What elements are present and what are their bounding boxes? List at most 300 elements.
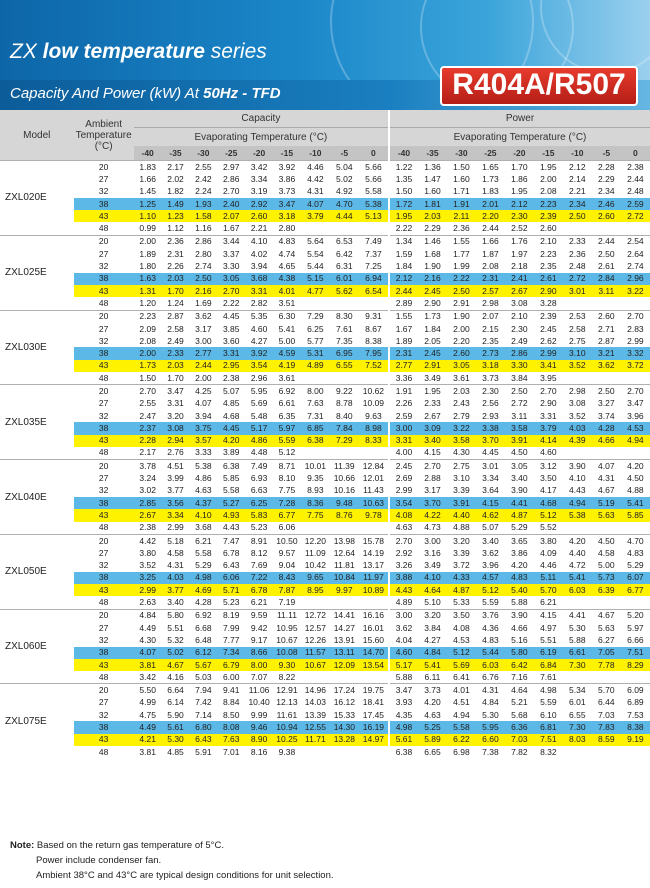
power-cell: 7.83 bbox=[592, 721, 621, 733]
ambient-temp-cell: 38 bbox=[74, 198, 134, 210]
capacity-cell: 4.38 bbox=[273, 273, 301, 285]
capacity-cell: 3.02 bbox=[134, 485, 162, 497]
power-cell: 2.31 bbox=[476, 273, 505, 285]
capacity-cell: 2.17 bbox=[134, 447, 162, 460]
capacity-cell: 1.82 bbox=[162, 186, 190, 198]
power-cell: 2.67 bbox=[505, 285, 534, 297]
column-header-capacity: Capacity bbox=[134, 110, 389, 128]
capacity-cell: 0.99 bbox=[134, 222, 162, 235]
power-cell: 4.84 bbox=[476, 697, 505, 709]
capacity-cell: 1.16 bbox=[189, 222, 217, 235]
capacity-cell: 3.05 bbox=[217, 273, 245, 285]
power-cell: 5.12 bbox=[447, 647, 476, 659]
capacity-cell: 2.80 bbox=[189, 248, 217, 260]
ambient-temp-cell: 20 bbox=[74, 310, 134, 323]
table-row bbox=[0, 198, 650, 210]
capacity-cell: 8.91 bbox=[245, 534, 273, 547]
power-cell: 7.61 bbox=[534, 671, 563, 684]
capacity-cell: 2.28 bbox=[134, 435, 162, 447]
capacity-cell: 13.91 bbox=[330, 634, 359, 646]
note-line-1: Based on the return gas temperature of 5°C. bbox=[34, 840, 224, 851]
power-cell: 2.31 bbox=[389, 347, 418, 359]
capacity-cell bbox=[301, 447, 330, 460]
capacity-cell: 1.23 bbox=[162, 210, 190, 222]
capacity-cell: 2.77 bbox=[189, 347, 217, 359]
capacity-cell: 9.35 bbox=[301, 472, 330, 484]
power-cell: 2.22 bbox=[447, 273, 476, 285]
power-evap-temp: 0 bbox=[621, 146, 650, 161]
power-cell: 3.21 bbox=[592, 347, 621, 359]
power-cell: 7.53 bbox=[621, 709, 650, 721]
power-cell: 2.00 bbox=[447, 323, 476, 335]
power-cell: 3.28 bbox=[534, 297, 563, 310]
power-cell: 2.90 bbox=[534, 285, 563, 297]
capacity-cell: 13.39 bbox=[301, 709, 330, 721]
power-cell: 2.45 bbox=[534, 323, 563, 335]
power-cell: 1.60 bbox=[418, 186, 447, 198]
capacity-cell: 5.18 bbox=[162, 534, 190, 547]
capacity-cell: 9.78 bbox=[359, 509, 389, 521]
power-evap-temp: -40 bbox=[389, 146, 418, 161]
capacity-cell: 6.43 bbox=[189, 734, 217, 746]
power-cell: 2.87 bbox=[592, 335, 621, 347]
table-row bbox=[0, 472, 650, 484]
power-cell: 4.68 bbox=[534, 497, 563, 509]
table-row bbox=[0, 584, 650, 596]
power-cell: 5.88 bbox=[563, 634, 592, 646]
power-cell: 5.12 bbox=[476, 584, 505, 596]
capacity-cell: 7.07 bbox=[245, 671, 273, 684]
power-cell: 2.53 bbox=[563, 310, 592, 323]
power-cell: 4.43 bbox=[389, 584, 418, 596]
capacity-cell: 11.57 bbox=[301, 647, 330, 659]
capacity-cell: 1.10 bbox=[134, 210, 162, 222]
power-cell: 5.19 bbox=[592, 497, 621, 509]
capacity-cell: 8.38 bbox=[359, 335, 389, 347]
capacity-cell: 4.27 bbox=[245, 335, 273, 347]
table-row bbox=[0, 385, 650, 398]
ambient-temp-cell: 43 bbox=[74, 285, 134, 297]
power-cell: 5.88 bbox=[505, 596, 534, 609]
power-cell: 3.80 bbox=[534, 534, 563, 547]
table-row bbox=[0, 622, 650, 634]
capacity-cell: 5.69 bbox=[245, 398, 273, 410]
power-cell: 2.48 bbox=[563, 260, 592, 272]
capacity-cell: 7.49 bbox=[245, 460, 273, 473]
capacity-cell: 5.71 bbox=[217, 584, 245, 596]
power-cell: 5.61 bbox=[389, 734, 418, 746]
power-cell: 1.77 bbox=[447, 248, 476, 260]
capacity-cell: 9.04 bbox=[273, 560, 301, 572]
power-cell: 3.05 bbox=[447, 360, 476, 372]
capacity-cell: 7.61 bbox=[330, 323, 359, 335]
power-cell: 2.16 bbox=[418, 273, 447, 285]
capacity-cell: 4.46 bbox=[301, 161, 330, 174]
capacity-cell: 2.86 bbox=[217, 173, 245, 185]
power-cell: 9.19 bbox=[621, 734, 650, 746]
power-cell: 4.50 bbox=[621, 472, 650, 484]
capacity-cell: 9.38 bbox=[273, 746, 301, 758]
capacity-cell: 2.00 bbox=[189, 372, 217, 385]
capacity-cell: 14.97 bbox=[359, 734, 389, 746]
power-cell: 2.15 bbox=[476, 323, 505, 335]
power-cell: 2.75 bbox=[563, 335, 592, 347]
power-cell: 6.66 bbox=[621, 634, 650, 646]
power-cell: 4.57 bbox=[476, 572, 505, 584]
power-cell: 3.50 bbox=[534, 472, 563, 484]
capacity-cell: 5.31 bbox=[301, 347, 330, 359]
capacity-cell: 7.63 bbox=[217, 734, 245, 746]
capacity-cell: 2.07 bbox=[217, 210, 245, 222]
power-cell: 1.95 bbox=[534, 161, 563, 174]
power-evap-temp: -5 bbox=[592, 146, 621, 161]
power-cell: 2.30 bbox=[505, 210, 534, 222]
capacity-cell bbox=[359, 596, 389, 609]
power-cell: 2.50 bbox=[592, 248, 621, 260]
power-cell: 2.39 bbox=[534, 310, 563, 323]
capacity-cell: 4.16 bbox=[162, 671, 190, 684]
power-cell: 2.35 bbox=[534, 260, 563, 272]
capacity-cell: 14.41 bbox=[330, 609, 359, 622]
capacity-cell: 8.98 bbox=[359, 422, 389, 434]
power-cell: 4.66 bbox=[505, 622, 534, 634]
capacity-cell: 3.08 bbox=[162, 422, 190, 434]
capacity-cell: 12.91 bbox=[273, 684, 301, 697]
capacity-cell: 3.25 bbox=[134, 572, 162, 584]
power-cell: 3.73 bbox=[418, 684, 447, 697]
capacity-cell: 17.24 bbox=[330, 684, 359, 697]
power-cell: 5.88 bbox=[389, 671, 418, 684]
power-cell: 1.97 bbox=[505, 248, 534, 260]
power-cell: 1.87 bbox=[476, 248, 505, 260]
capacity-cell: 6.21 bbox=[245, 596, 273, 609]
capacity-cell: 6.64 bbox=[162, 684, 190, 697]
power-cell: 4.98 bbox=[389, 721, 418, 733]
power-cell: 3.09 bbox=[418, 422, 447, 434]
power-cell: 4.83 bbox=[505, 572, 534, 584]
ambient-temp-cell: 20 bbox=[74, 534, 134, 547]
power-cell: 6.19 bbox=[534, 647, 563, 659]
power-cell: 5.29 bbox=[505, 522, 534, 535]
capacity-cell: 14.30 bbox=[330, 721, 359, 733]
capacity-cell: 2.82 bbox=[245, 297, 273, 310]
power-cell: 5.41 bbox=[418, 659, 447, 671]
power-cell: 4.08 bbox=[447, 622, 476, 634]
power-cell: 4.39 bbox=[563, 435, 592, 447]
power-cell bbox=[621, 222, 650, 235]
power-cell: 2.60 bbox=[534, 222, 563, 235]
power-cell: 4.87 bbox=[447, 584, 476, 596]
capacity-cell: 1.89 bbox=[134, 248, 162, 260]
power-cell: 2.72 bbox=[563, 273, 592, 285]
power-cell: 4.53 bbox=[447, 634, 476, 646]
capacity-cell: 8.22 bbox=[273, 671, 301, 684]
capacity-cell: 8.67 bbox=[359, 323, 389, 335]
capacity-cell: 4.25 bbox=[189, 385, 217, 398]
power-cell: 3.61 bbox=[447, 372, 476, 385]
capacity-cell: 2.96 bbox=[245, 372, 273, 385]
capacity-cell: 7.69 bbox=[245, 560, 273, 572]
power-cell: 3.01 bbox=[563, 285, 592, 297]
power-cell: 7.51 bbox=[534, 734, 563, 746]
ambient-temp-cell: 27 bbox=[74, 697, 134, 709]
power-cell: 3.31 bbox=[534, 410, 563, 422]
capacity-cell: 9.42 bbox=[245, 622, 273, 634]
table-row bbox=[0, 435, 650, 447]
capacity-cell: 6.78 bbox=[245, 584, 273, 596]
capacity-cell bbox=[330, 222, 359, 235]
capacity-cell: 10.66 bbox=[330, 472, 359, 484]
ambient-temp-cell: 27 bbox=[74, 622, 134, 634]
capacity-cell: 9.30 bbox=[273, 659, 301, 671]
capacity-cell: 9.48 bbox=[330, 497, 359, 509]
power-cell: 6.98 bbox=[447, 746, 476, 758]
model-name: ZXL060E bbox=[0, 609, 74, 684]
power-cell: 4.63 bbox=[418, 709, 447, 721]
capacity-cell: 8.50 bbox=[217, 709, 245, 721]
power-cell: 1.47 bbox=[418, 173, 447, 185]
power-cell: 3.20 bbox=[447, 534, 476, 547]
ambient-temp-cell: 38 bbox=[74, 422, 134, 434]
power-cell: 4.08 bbox=[389, 509, 418, 521]
capacity-cell: 5.12 bbox=[273, 447, 301, 460]
table-row bbox=[0, 260, 650, 272]
ambient-temp-cell: 32 bbox=[74, 709, 134, 721]
power-cell: 2.22 bbox=[389, 222, 418, 235]
power-cell: 4.60 bbox=[534, 447, 563, 460]
capacity-cell: 3.56 bbox=[162, 497, 190, 509]
capacity-cell bbox=[359, 522, 389, 535]
power-cell: 4.50 bbox=[592, 534, 621, 547]
capacity-cell: 6.79 bbox=[217, 659, 245, 671]
capacity-cell: 3.75 bbox=[189, 422, 217, 434]
capacity-cell: 17.45 bbox=[359, 709, 389, 721]
capacity-cell: 13.98 bbox=[330, 534, 359, 547]
capacity-cell: 4.86 bbox=[245, 435, 273, 447]
capacity-cell: 3.77 bbox=[162, 485, 190, 497]
capacity-cell: 7.34 bbox=[217, 647, 245, 659]
capacity-cell: 3.51 bbox=[273, 297, 301, 310]
capacity-cell: 6.61 bbox=[273, 398, 301, 410]
ambient-temp-cell: 43 bbox=[74, 659, 134, 671]
power-cell: 1.81 bbox=[418, 198, 447, 210]
table-row bbox=[0, 347, 650, 359]
power-cell: 4.35 bbox=[389, 709, 418, 721]
capacity-cell: 4.74 bbox=[273, 248, 301, 260]
table-row bbox=[0, 273, 650, 285]
capacity-cell: 6.53 bbox=[330, 235, 359, 248]
capacity-cell: 2.00 bbox=[134, 347, 162, 359]
power-cell: 6.07 bbox=[621, 572, 650, 584]
power-cell: 1.91 bbox=[447, 198, 476, 210]
table-row bbox=[0, 721, 650, 733]
power-cell: 4.20 bbox=[621, 460, 650, 473]
power-cell: 1.55 bbox=[389, 310, 418, 323]
power-cell: 2.57 bbox=[476, 285, 505, 297]
capacity-cell: 2.02 bbox=[162, 173, 190, 185]
capacity-cell: 10.42 bbox=[301, 560, 330, 572]
power-cell: 3.10 bbox=[447, 472, 476, 484]
ambient-temp-cell: 48 bbox=[74, 222, 134, 235]
table-row bbox=[0, 734, 650, 746]
power-cell: 2.11 bbox=[447, 210, 476, 222]
power-cell bbox=[563, 222, 592, 235]
capacity-cell: 7.29 bbox=[330, 435, 359, 447]
capacity-cell: 3.54 bbox=[245, 360, 273, 372]
power-cell: 2.12 bbox=[563, 161, 592, 174]
capacity-cell bbox=[359, 222, 389, 235]
capacity-cell: 8.84 bbox=[217, 697, 245, 709]
column-header-model: Model bbox=[0, 110, 74, 161]
capacity-cell: 5.02 bbox=[330, 173, 359, 185]
power-cell: 3.00 bbox=[418, 534, 447, 547]
capacity-cell: 10.40 bbox=[245, 697, 273, 709]
capacity-cell bbox=[301, 297, 330, 310]
capacity-cell: 2.60 bbox=[245, 210, 273, 222]
capacity-cell: 11.06 bbox=[245, 684, 273, 697]
power-cell: 4.04 bbox=[389, 634, 418, 646]
capacity-cell bbox=[301, 596, 330, 609]
power-cell: 4.60 bbox=[389, 647, 418, 659]
power-cell: 2.98 bbox=[476, 297, 505, 310]
capacity-evap-temp: -20 bbox=[245, 146, 273, 161]
power-cell: 6.41 bbox=[447, 671, 476, 684]
capacity-cell: 3.24 bbox=[134, 472, 162, 484]
power-cell: 2.77 bbox=[389, 360, 418, 372]
power-cell: 1.50 bbox=[447, 161, 476, 174]
model-name: ZXL040E bbox=[0, 460, 74, 535]
power-cell: 2.18 bbox=[505, 260, 534, 272]
capacity-cell: 10.09 bbox=[359, 398, 389, 410]
capacity-cell: 2.58 bbox=[162, 323, 190, 335]
capacity-cell: 5.23 bbox=[217, 596, 245, 609]
capacity-cell: 4.67 bbox=[162, 659, 190, 671]
ambient-temp-cell: 32 bbox=[74, 186, 134, 198]
power-cell: 2.30 bbox=[505, 323, 534, 335]
power-cell: 4.31 bbox=[592, 472, 621, 484]
capacity-cell: 2.17 bbox=[162, 161, 190, 174]
power-cell: 2.38 bbox=[621, 161, 650, 174]
capacity-cell: 10.50 bbox=[273, 534, 301, 547]
capacity-cell: 5.23 bbox=[245, 522, 273, 535]
capacity-cell: 4.65 bbox=[273, 260, 301, 272]
table-row bbox=[0, 634, 650, 646]
capacity-cell: 3.68 bbox=[245, 273, 273, 285]
ambient-temp-cell: 43 bbox=[74, 509, 134, 521]
ambient-temp-cell: 27 bbox=[74, 173, 134, 185]
power-cell: 4.33 bbox=[447, 572, 476, 584]
power-cell: 3.41 bbox=[534, 360, 563, 372]
power-cell: 5.40 bbox=[505, 584, 534, 596]
capacity-cell bbox=[301, 671, 330, 684]
capacity-cell: 2.36 bbox=[162, 235, 190, 248]
power-cell: 3.84 bbox=[505, 372, 534, 385]
power-cell: 3.90 bbox=[505, 609, 534, 622]
power-cell: 2.70 bbox=[621, 385, 650, 398]
capacity-cell: 6.68 bbox=[189, 622, 217, 634]
capacity-cell: 12.64 bbox=[330, 547, 359, 559]
capacity-cell: 5.41 bbox=[273, 323, 301, 335]
capacity-cell: 2.40 bbox=[217, 198, 245, 210]
ambient-temp-cell: 38 bbox=[74, 273, 134, 285]
capacity-cell: 3.31 bbox=[217, 347, 245, 359]
power-cell: 6.01 bbox=[563, 697, 592, 709]
capacity-cell: 7.84 bbox=[330, 422, 359, 434]
power-cell: 7.03 bbox=[505, 734, 534, 746]
power-cell: 4.10 bbox=[563, 472, 592, 484]
capacity-cell: 5.07 bbox=[217, 385, 245, 398]
power-cell: 4.31 bbox=[476, 684, 505, 697]
capacity-cell: 1.58 bbox=[189, 210, 217, 222]
capacity-cell: 3.33 bbox=[189, 447, 217, 460]
power-cell bbox=[563, 447, 592, 460]
power-cell: 5.10 bbox=[418, 596, 447, 609]
capacity-cell: 12.55 bbox=[301, 721, 330, 733]
capacity-cell: 5.66 bbox=[359, 173, 389, 185]
power-cell: 3.17 bbox=[418, 485, 447, 497]
table-row bbox=[0, 173, 650, 185]
ambient-temp-cell: 38 bbox=[74, 347, 134, 359]
capacity-cell: 7.49 bbox=[359, 235, 389, 248]
power-cell: 3.05 bbox=[505, 460, 534, 473]
power-cell: 5.85 bbox=[621, 509, 650, 521]
capacity-cell: 8.43 bbox=[273, 572, 301, 584]
table-row bbox=[0, 422, 650, 434]
power-cell: 2.99 bbox=[534, 347, 563, 359]
capacity-cell: 4.83 bbox=[273, 235, 301, 248]
capacity-cell: 8.08 bbox=[217, 721, 245, 733]
capacity-cell: 10.25 bbox=[273, 734, 301, 746]
capacity-cell: 4.01 bbox=[273, 285, 301, 297]
ambient-temp-cell: 48 bbox=[74, 746, 134, 758]
power-cell: 3.93 bbox=[389, 697, 418, 709]
capacity-cell: 6.06 bbox=[273, 522, 301, 535]
power-cell: 4.30 bbox=[447, 447, 476, 460]
ambient-temp-cell: 27 bbox=[74, 472, 134, 484]
capacity-cell: 4.92 bbox=[330, 186, 359, 198]
table-row bbox=[0, 684, 650, 697]
power-cell: 1.70 bbox=[505, 161, 534, 174]
power-cell: 4.87 bbox=[505, 509, 534, 521]
power-cell: 3.26 bbox=[389, 560, 418, 572]
power-cell: 4.97 bbox=[534, 622, 563, 634]
power-cell: 4.03 bbox=[563, 422, 592, 434]
capacity-cell: 5.58 bbox=[359, 186, 389, 198]
model-name: ZXL020E bbox=[0, 161, 74, 236]
power-cell: 1.83 bbox=[476, 186, 505, 198]
power-cell bbox=[592, 297, 621, 310]
power-cell: 4.64 bbox=[505, 684, 534, 697]
capacity-cell: 1.73 bbox=[134, 360, 162, 372]
power-cell: 2.01 bbox=[476, 198, 505, 210]
power-cell: 2.61 bbox=[534, 273, 563, 285]
power-cell: 3.18 bbox=[476, 360, 505, 372]
power-cell: 7.05 bbox=[592, 647, 621, 659]
capacity-cell: 2.94 bbox=[162, 435, 190, 447]
power-cell bbox=[621, 447, 650, 460]
power-cell: 3.00 bbox=[389, 422, 418, 434]
capacity-cell: 6.95 bbox=[330, 347, 359, 359]
power-cell: 2.70 bbox=[389, 534, 418, 547]
capacity-cell: 5.27 bbox=[217, 497, 245, 509]
capacity-cell: 11.81 bbox=[330, 560, 359, 572]
table-row bbox=[0, 210, 650, 222]
power-cell: 1.99 bbox=[447, 260, 476, 272]
table-row bbox=[0, 709, 650, 721]
power-cell: 2.58 bbox=[563, 323, 592, 335]
power-cell: 4.88 bbox=[621, 485, 650, 497]
power-cell: 2.89 bbox=[389, 297, 418, 310]
